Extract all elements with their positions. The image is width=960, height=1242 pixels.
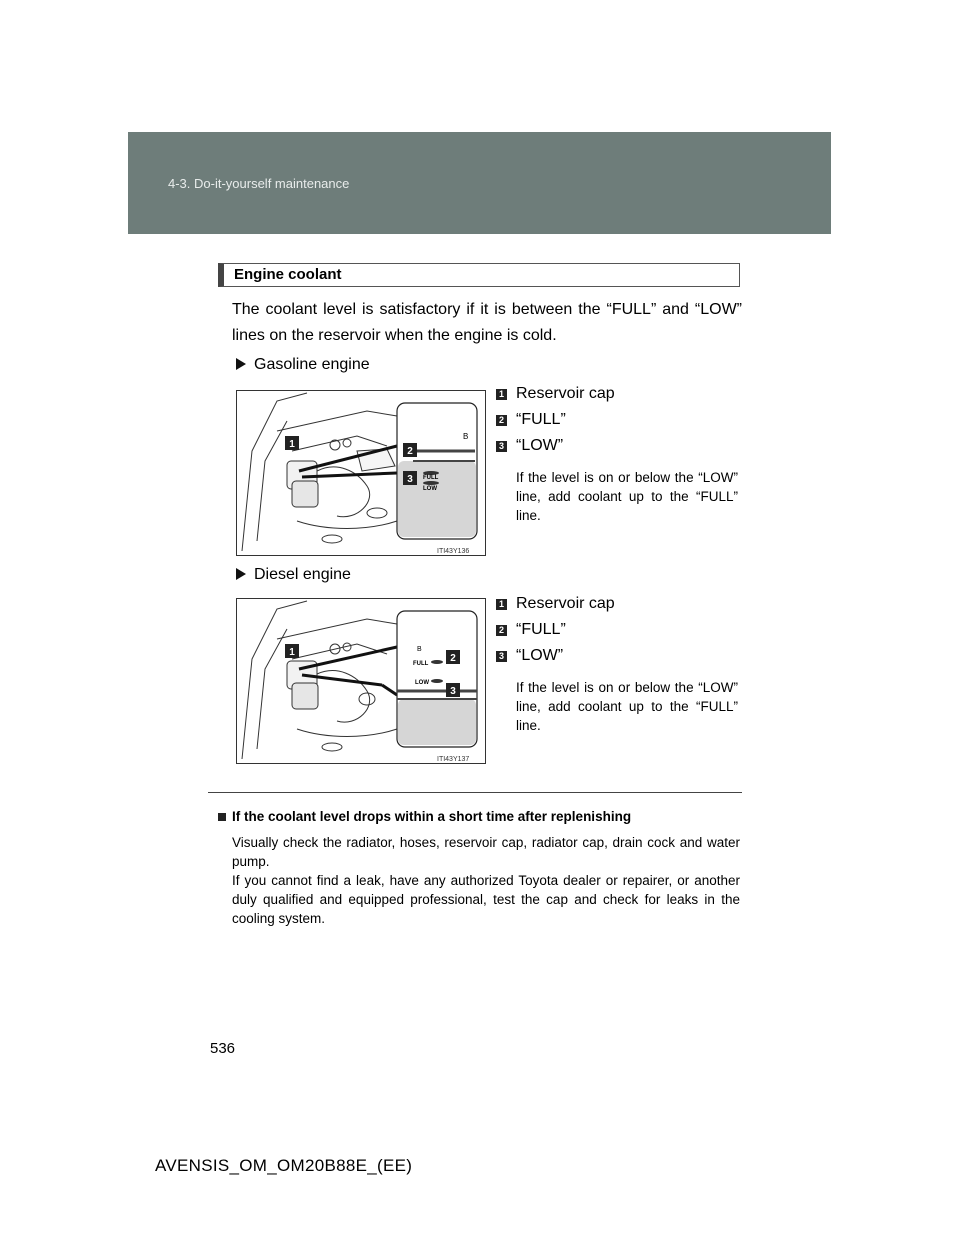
mark-b: B [417, 646, 422, 653]
legend-label: Reservoir cap [516, 595, 615, 612]
section-divider [208, 792, 742, 793]
callout-1: 1 [289, 647, 295, 658]
gasoline-engine-heading [236, 356, 370, 374]
legend-item [496, 646, 746, 672]
mark-full: FULL [413, 661, 429, 667]
legend-item [496, 436, 746, 462]
legend-note: If the level is on or below the “LOW” line, add coolant up to the “FULL” line. [516, 470, 738, 523]
callout-3: 3 [407, 474, 413, 485]
legend-item [496, 384, 746, 410]
legend-item [496, 620, 746, 646]
diesel-engine-heading [236, 566, 351, 584]
page-number: 536 [210, 1040, 236, 1057]
legend-number-badge: 1 [496, 389, 507, 400]
figure-code: ITI43Y136 [437, 548, 470, 555]
legend-number-badge: 2 [496, 415, 507, 426]
callout-2: 2 [450, 653, 456, 664]
callout-1: 1 [289, 439, 295, 450]
legend-number-badge: 2 [496, 625, 507, 636]
gasoline-engine-label: Gasoline engine [254, 356, 370, 373]
note-paragraph: If you cannot find a leak, have any authorized Toyota dealer or repairer, or another duly qualified and equipped professional, test the cap and check for leaks in the cooling system. [232, 873, 740, 926]
diesel-engine-label: Diesel engine [254, 566, 351, 583]
figure-code: ITI43Y137 [437, 756, 470, 763]
header-band [128, 132, 831, 234]
intro-paragraph: The coolant level is satisfactory if it is between the “FULL” and “LOW” lines on the reservoir when the engine is cold. [232, 301, 742, 344]
mark-b: B [463, 432, 469, 441]
mark-low: LOW [415, 680, 429, 686]
legend-label: “LOW” [516, 647, 564, 664]
engine-bay-illustration [237, 599, 485, 763]
arrow-right-icon [236, 568, 246, 580]
section-heading-box [218, 263, 740, 287]
gasoline-engine-figure [236, 390, 486, 556]
square-bullet-icon [218, 813, 226, 821]
diesel-engine-figure [236, 598, 486, 764]
mark-full: FULL [423, 475, 439, 481]
document-footer: AVENSIS_OM_OM20B88E_(EE) [155, 1156, 413, 1175]
callout-2: 2 [407, 446, 413, 457]
legend-number-badge: 1 [496, 599, 507, 610]
legend-label: Reservoir cap [516, 385, 615, 402]
engine-bay-illustration [237, 391, 485, 555]
gasoline-legend [496, 384, 746, 525]
legend-label: “LOW” [516, 437, 564, 454]
note-paragraph: Visually check the radiator, hoses, reservoir cap, radiator cap, drain cock and water pump. [232, 835, 740, 869]
legend-number-badge: 3 [496, 441, 507, 452]
note-heading [218, 809, 631, 824]
arrow-right-icon [236, 358, 246, 370]
mark-low: LOW [423, 486, 437, 492]
legend-note: If the level is on or below the “LOW” line, add coolant up to the “FULL” line. [516, 680, 738, 733]
section-title: Engine coolant [234, 266, 342, 283]
legend-number-badge: 3 [496, 651, 507, 662]
legend-label: “FULL” [516, 621, 566, 638]
diesel-legend [496, 594, 746, 735]
legend-item [496, 410, 746, 436]
legend-item [496, 594, 746, 620]
note-body [232, 833, 740, 928]
legend-label: “FULL” [516, 411, 566, 428]
callout-3: 3 [450, 686, 456, 697]
note-heading-text: If the coolant level drops within a short time after replenishing [232, 809, 632, 824]
breadcrumb: 4-3. Do-it-yourself maintenance [168, 176, 350, 191]
